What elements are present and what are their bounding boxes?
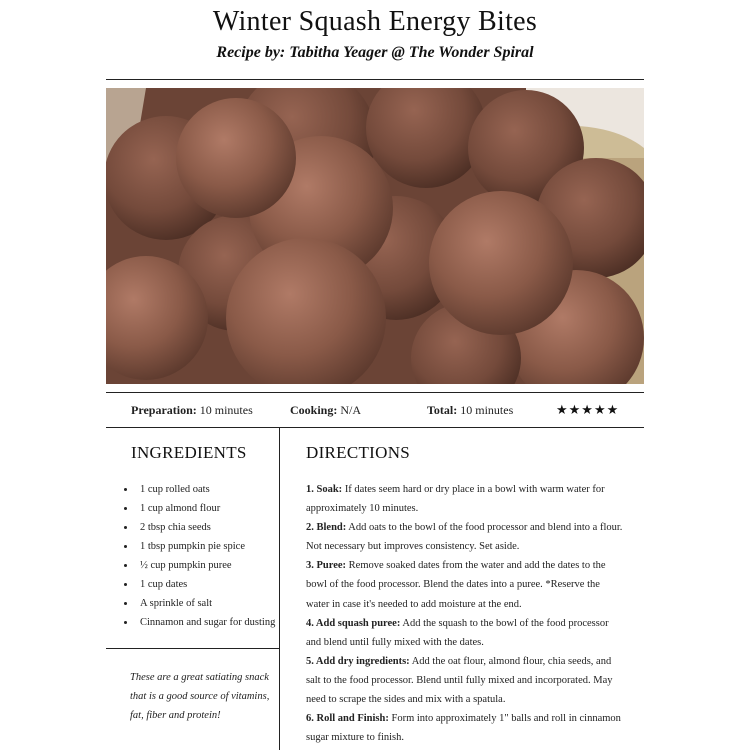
ingredient-item: • 1 cup rolled oats — [136, 480, 286, 499]
ingredient-item: • 1 cup almond flour — [136, 499, 286, 518]
ingredients-note: These are a great satiating snack that is a good source of vitamins, fat, fiber and protein! — [130, 672, 270, 721]
step-text: Add the squash to the bowl of the food processor and blend until fully mixed with the dates. — [306, 617, 609, 648]
step-number: 1. Soak: — [306, 484, 343, 495]
ingredient-item: • 2 tbsp chia seeds — [136, 518, 286, 537]
ingredient-item: • 1 cup dates — [136, 575, 286, 594]
ingredient-item: • A sprinkle of salt — [136, 594, 286, 613]
step-number: 6. Roll and Finish: — [306, 713, 389, 725]
photo-illustration — [106, 88, 644, 384]
step-number: 5. Add dry ingredients: — [306, 655, 410, 667]
ingredients-list — [118, 480, 286, 632]
ingredients-heading: INGREDIENTS — [131, 443, 247, 462]
prep-time — [131, 403, 253, 418]
recipe-byline: Recipe by: Tabitha Yeager @ The Wonder Spiral — [216, 44, 534, 61]
direction-step — [306, 480, 624, 518]
total-label: Total: — [427, 403, 458, 417]
directions-list — [306, 480, 624, 747]
photo-bottom-divider — [106, 392, 644, 393]
step-number: 2. Blend: — [306, 522, 347, 534]
step-text: Add oats to the bowl of the food processor and blend into a flour. Not necessary but improves consistency. Set aside. — [306, 522, 623, 553]
step-text: If dates seem hard or dry place in a bowl with warm water for approximately 10 minutes. — [306, 484, 605, 515]
meta-bottom-divider — [106, 427, 644, 428]
recipe-title: Winter Squash Energy Bites — [212, 6, 538, 37]
step-text: Form into approximately 1" balls and roll in cinnamon sugar mixture to finish. — [306, 713, 621, 744]
step-text: Remove soaked dates from the water and add the dates to the bowl of the food processor. Blend the dates into a puree. *Reserve the water in case it's needed to add moisture at the end. — [306, 560, 606, 610]
ingredient-item: • Cinnamon and sugar for dusting — [136, 613, 286, 632]
top-divider — [106, 79, 644, 80]
ingredient-item: • 1 tbsp pumpkin pie spice — [136, 537, 286, 556]
prep-value: 10 minutes — [199, 403, 253, 417]
step-number: 4. Add squash puree: — [306, 617, 401, 629]
direction-step — [306, 518, 624, 556]
direction-step — [306, 652, 624, 709]
cook-time — [290, 403, 361, 418]
note-divider — [106, 648, 279, 649]
ingredient-item: • ½ cup pumpkin puree — [136, 556, 286, 575]
direction-step — [306, 709, 624, 747]
cook-value: N/A — [340, 403, 362, 417]
rating-stars: ★★★★★ — [556, 402, 620, 417]
step-number: 3. Puree: — [306, 560, 347, 572]
step-text: Add the oat flour, almond flour, chia seeds, and salt to the food processor. Blend until fully mixed and incorporated. May need to scrape the sides and mix with a spatula. — [306, 655, 613, 706]
directions-heading: DIRECTIONS — [306, 443, 411, 462]
energy-bites-photo — [106, 88, 644, 384]
direction-step — [306, 556, 624, 613]
direction-step — [306, 614, 624, 652]
total-value: 10 minutes — [460, 403, 514, 417]
total-time — [427, 403, 513, 418]
prep-label: Preparation: — [131, 403, 197, 417]
cook-label: Cooking: — [290, 403, 338, 417]
